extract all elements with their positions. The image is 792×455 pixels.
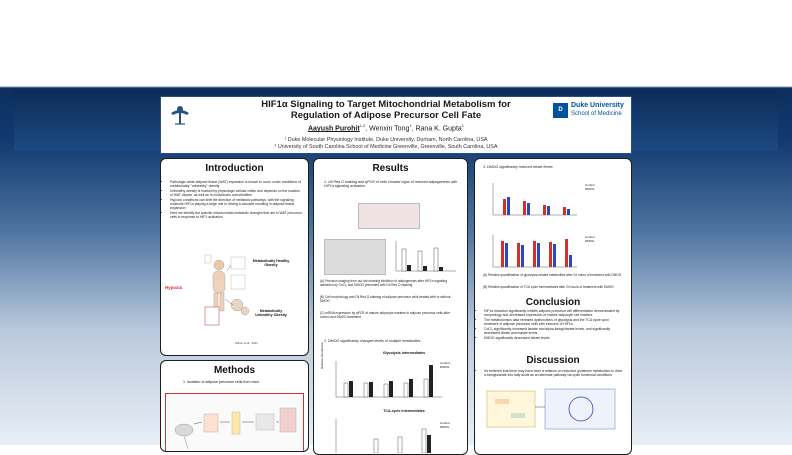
right-legend-a <box>585 183 595 191</box>
author-list <box>221 123 551 132</box>
right-caption-a: (A) Relative quantification of glycolysis-related metabolites after 24 hours of treatment with DMOG <box>483 273 622 277</box>
legend-control: Control <box>585 183 595 187</box>
figure-credit: Gilbert et al., 2021 <box>235 341 258 345</box>
glycolysis-chart <box>334 357 444 401</box>
figure-1-caption-a: (A) Previous imaging from our lab showing inhibition of adipogenesis after HIF1α signaling activation by CoCl₂ and DMOG prevented with Oil Red O staining <box>320 279 448 287</box>
conclusion-bullet: • CoCl₂ significantly increased lactate and alpha-ketoglutarate levels, and significantly decreased citrate and malate levels <box>484 327 624 335</box>
duke-logo-line-1: Duke University <box>571 102 624 109</box>
affiliation-1: ¹ Duke Molecular Physiology Institute, Duke University, Durham, North Carolina, USA <box>284 137 488 143</box>
legend-dmog: DMOG <box>585 239 595 243</box>
tca-legend <box>440 421 450 429</box>
unhealthy-obesity-label: Metabolically Unhealthy Obesity <box>255 309 287 318</box>
author-2-sup: 1 <box>409 123 412 128</box>
hypoxia-label: Hypoxia <box>165 285 183 290</box>
methods-workflow-figure <box>165 393 304 452</box>
glycolysis-y-label: Relative Abundance <box>320 342 324 369</box>
cell-morphology-image-b <box>324 239 386 275</box>
duke-logo <box>553 101 629 121</box>
results-item-2: 2. DMOG significantly changed levels of multiple metabolites <box>324 339 421 343</box>
conclusion-bullets <box>475 309 624 341</box>
right-caption-b: (B) Relative quantification of TCA cycle intermediates after 24 hours of treatment with DMOG <box>483 285 614 289</box>
conclusion-bullet: • The metabolomics data revealed dysfunctions of glycolysis and the TCA cycle upon treatment of adipose precursor cells with inducers of HIF1α <box>484 318 624 326</box>
intro-bullet: • Unhealthy obesity is marked by physiologic cellular milieu and depends on the location of WAT depots, as well as on individual's comorbidities <box>170 189 302 197</box>
legend-control: Control <box>440 421 450 425</box>
introduction-bullets <box>161 180 302 220</box>
citrate-chart-b <box>489 231 579 271</box>
results-item-3: 3. DMOG significantly reduced citrate levels <box>483 165 553 169</box>
figure-1-caption-c: (C) mRNA expression by qPCR of mature adipocyte markers in adipose precursor cells after control and DMOG treatment <box>320 311 451 319</box>
title-line-1: HIF1α Signaling to Target Mitochondrial Metabolism for <box>261 99 511 110</box>
intro-bullet: • Pathologic white adipose tissue (WAT) expansion is known to occur under conditions of metabolically "unhealthy" obesity <box>170 180 302 188</box>
results-item-1: 1. Oil Red O staining and qPCR of cells showed signs of reduced adipogenesis with HIF1α signaling activation <box>324 180 458 188</box>
affiliation-2: ² University of South Carolina School of Medicine Greenville, Greenville, South Carolina, USA <box>274 144 498 150</box>
right-legend-b <box>585 235 595 243</box>
discussion-heading: Discussion <box>526 355 580 366</box>
tca-chart-title: TCA cycle intermediates <box>383 409 425 413</box>
conclusion-heading: Conclusion <box>525 297 581 308</box>
author-primary: Aayush Purohit <box>307 125 360 133</box>
pathway-diagram <box>485 387 621 437</box>
results-heading: Results <box>372 163 409 174</box>
right-panel <box>474 158 632 455</box>
discussion-bullet: • It's believed that there may have been a reliance on reductive glutamine metabolism to drive α-ketoglutarate into fatty acids as an alternate pathway via cycle functional conditions <box>484 369 624 377</box>
methods-panel <box>160 360 309 452</box>
title-line-2: Regulation of Adipose Precursor Cell Fate <box>290 110 482 121</box>
healthy-obesity-label: Metabolically Healthy Obesity <box>252 259 290 268</box>
poster-header <box>160 96 632 154</box>
methods-heading: Methods <box>213 365 256 376</box>
legend-dmog: DMOG <box>440 365 450 369</box>
duke-logo-line-2: School of Medicine <box>571 111 622 117</box>
obesity-figure <box>165 251 265 333</box>
qpcr-chart-c <box>392 239 458 275</box>
author-3: , Rana K. Gupta <box>411 125 462 133</box>
workflow-illustration-icon <box>166 394 303 452</box>
author-2: , Wenxin Tong <box>365 125 410 133</box>
usc-logo-icon <box>167 101 193 127</box>
author-3-sup: 1 <box>461 123 465 128</box>
conclusion-bullet: • DMOG significantly decreased citrate levels <box>484 336 624 340</box>
duke-logo-mark: D <box>553 103 568 118</box>
legend-control: Control <box>440 361 450 365</box>
results-panel <box>313 158 468 455</box>
intro-bullet: • Hypoxic conditions can shift the direction of metabolic pathways, with the signaling molecule HIF1α playing a large role in driving a cascade resulting in adipose tissue expansion <box>170 198 302 211</box>
tca-chart <box>334 415 444 453</box>
legend-dmog: DMOG <box>440 425 450 429</box>
discussion-bullets <box>475 369 624 378</box>
introduction-heading: Introduction <box>205 163 264 174</box>
author-primary-sup: 1,2 <box>359 123 366 128</box>
oil-red-o-image-a <box>358 203 420 229</box>
glycolysis-legend <box>440 361 450 369</box>
glycolysis-chart-title: Glycolysis intermediates <box>382 351 426 355</box>
introduction-panel <box>160 158 309 356</box>
figure-1-caption-b: (B) Cell morphology and Oil Red O staining of adipose precursor cells treated with or without DMOG <box>320 295 451 303</box>
poster-title <box>221 99 551 121</box>
intro-bullet: • Here we identify the specific mitochondrial metabolic changes that are in WAT precursor cells in response to HIF1 activation <box>170 211 302 219</box>
legend-dmog: DMOG <box>585 187 595 191</box>
legend-control: Control <box>585 235 595 239</box>
methods-step-1: 1. Isolation of adipose precursor cells from mice <box>183 380 260 384</box>
citrate-chart-a <box>489 179 579 219</box>
conclusion-bullet: • HIF1α induction significantly inhibits adipose precursor cell differentiation demonstrated by morphology and decreased expression of mature adipocyte cell markers <box>484 309 624 317</box>
